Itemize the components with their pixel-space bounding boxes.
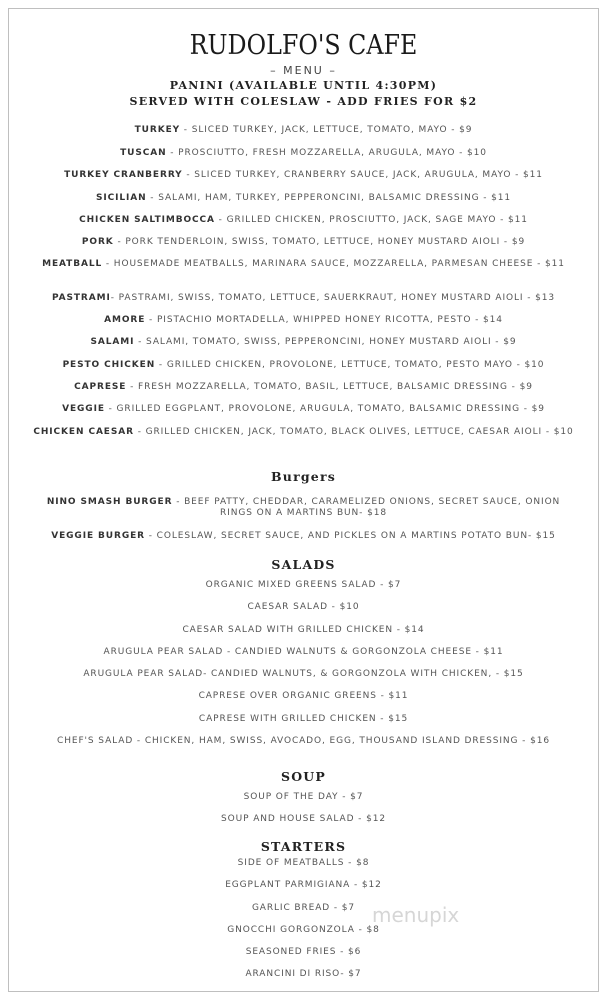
panini-item	[30, 293, 577, 304]
starters-heading: STARTERS	[260, 839, 347, 854]
item-name: NINO SMASH BURGER	[46, 497, 173, 507]
starter-item: ARANCINI DI RISO- $7	[245, 969, 362, 979]
item-name: SICILIAN	[95, 193, 147, 203]
panini-item	[30, 237, 577, 248]
item-name: MEATBALL	[42, 259, 103, 269]
soup-heading: SOUP	[280, 769, 327, 784]
panini-item	[30, 382, 577, 393]
soup-item: SOUP OF THE DAY - $7	[243, 792, 364, 802]
item-name: PESTO CHICKEN	[62, 360, 156, 370]
menu-label: – MENU –	[270, 64, 337, 77]
item-name: TURKEY	[134, 125, 181, 135]
item-name: PORK	[81, 237, 114, 247]
starter-item: SIDE OF MEATBALLS - $8	[237, 858, 370, 868]
item-desc: - FRESH MOZZARELLA, TOMATO, BASIL, LETTUCE, BALSAMIC DRESSING - $9	[126, 382, 533, 392]
item-name: CAPRESE	[74, 382, 127, 392]
panini-item	[30, 125, 577, 136]
item-desc: - GRILLED CHICKEN, PROSCIUTTO, JACK, SAGE MAYO - $11	[214, 215, 528, 225]
salad-item: ARUGULA PEAR SALAD- CANDIED WALNUTS, & GORGONZOLA WITH CHICKEN, - $15	[83, 669, 524, 679]
panini-heading: PANINI (AVAILABLE UNTIL 4:30PM)	[169, 79, 438, 92]
item-desc: - PASTRAMI, SWISS, TOMATO, LETTUCE, SAUERKRAUT, HONEY MUSTARD AIOLI - $13	[110, 293, 556, 303]
item-desc: - GRILLED CHICKEN, JACK, TOMATO, BLACK OLIVES, LETTUCE, CAESAR AIOLI - $10	[133, 427, 574, 437]
item-desc: - HOUSEMADE MEATBALLS, MARINARA SAUCE, MOZZARELLA, PARMESAN CHEESE - $11	[102, 259, 565, 269]
item-desc: - GRILLED EGGPLANT, PROVOLONE, ARUGULA, TOMATO, BALSAMIC DRESSING - $9	[104, 404, 545, 414]
salad-item: ARUGULA PEAR SALAD - CANDIED WALNUTS & GORGONZOLA CHEESE - $11	[103, 647, 504, 657]
item-name: CHICKEN SALTIMBOCCA	[79, 215, 215, 225]
salad-item: CAPRESE WITH GRILLED CHICKEN - $15	[198, 714, 409, 724]
panini-item	[30, 360, 577, 371]
salad-item: CAPRESE OVER ORGANIC GREENS - $11	[198, 691, 409, 701]
item-desc: - PISTACHIO MORTADELLA, WHIPPED HONEY RICOTTA, PESTO - $14	[145, 315, 503, 325]
salad-item: CAESAR SALAD WITH GRILLED CHICKEN - $14	[182, 625, 425, 635]
burger-item	[30, 531, 577, 542]
item-desc: - SALAMI, HAM, TURKEY, PEPPERONCINI, BALSAMIC DRESSING - $11	[146, 193, 512, 203]
salad-item: CHEF'S SALAD - CHICKEN, HAM, SWISS, AVOCADO, EGG, THOUSAND ISLAND DRESSING - $16	[57, 736, 550, 746]
panini-item	[30, 337, 577, 348]
panini-item	[30, 315, 577, 326]
item-name: PASTRAMI	[51, 293, 111, 303]
starter-item: SEASONED FRIES - $6	[245, 947, 362, 957]
item-name: TUSCAN	[120, 148, 167, 158]
item-name: AMORE	[104, 315, 146, 325]
salads-heading: SALADS	[271, 557, 336, 572]
starter-item: GARLIC BREAD - $7	[251, 903, 356, 913]
panini-item	[30, 148, 577, 159]
burgers-heading: Burgers	[271, 469, 336, 484]
panini-item	[30, 193, 577, 204]
panini-item	[30, 259, 577, 270]
panini-subheading: SERVED WITH COLESLAW - ADD FRIES FOR $2	[129, 95, 478, 108]
item-desc: - BEEF PATTY, CHEDDAR, CARAMELIZED ONIONS, SECRET SAUCE, ONION RINGS ON A MARTINS BUN- $18	[172, 497, 561, 518]
restaurant-title: RUDOLFO'S CAFE	[189, 30, 418, 61]
item-desc: - SLICED TURKEY, CRANBERRY SAUCE, JACK, ARUGULA, MAYO - $11	[182, 170, 543, 180]
burger-item	[30, 497, 577, 519]
starter-item: GNOCCHI GORGONZOLA - $8	[227, 925, 380, 935]
item-desc: - GRILLED CHICKEN, PROVOLONE, LETTUCE, TOMATO, PESTO MAYO - $10	[155, 360, 545, 370]
panini-item	[30, 215, 577, 226]
item-name: VEGGIE	[62, 404, 105, 414]
item-desc: - PORK TENDERLOIN, SWISS, TOMATO, LETTUCE, HONEY MUSTARD AIOLI - $9	[113, 237, 526, 247]
item-desc: - COLESLAW, SECRET SAUCE, AND PICKLES ON A MARTINS POTATO BUN- $15	[145, 531, 556, 541]
starter-item: EGGPLANT PARMIGIANA - $12	[225, 880, 382, 890]
item-desc: - SALAMI, TOMATO, SWISS, PEPPERONCINI, HONEY MUSTARD AIOLI - $9	[134, 337, 517, 347]
panini-item	[30, 427, 577, 438]
panini-item	[30, 170, 577, 181]
item-name: CHICKEN CAESAR	[33, 427, 134, 437]
item-name: TURKEY CRANBERRY	[64, 170, 183, 180]
item-name: VEGGIE BURGER	[51, 531, 146, 541]
panini-item	[30, 404, 577, 415]
soup-item: SOUP AND HOUSE SALAD - $12	[221, 814, 386, 824]
item-name: SALAMI	[90, 337, 135, 347]
item-desc: - SLICED TURKEY, JACK, LETTUCE, TOMATO, MAYO - $9	[180, 125, 473, 135]
menupix-watermark: menupix	[372, 903, 460, 927]
item-desc: - PROSCIUTTO, FRESH MOZZARELLA, ARUGULA, MAYO - $10	[166, 148, 487, 158]
salad-item: CAESAR SALAD - $10	[247, 602, 360, 612]
salad-item: ORGANIC MIXED GREENS SALAD - $7	[205, 580, 402, 590]
